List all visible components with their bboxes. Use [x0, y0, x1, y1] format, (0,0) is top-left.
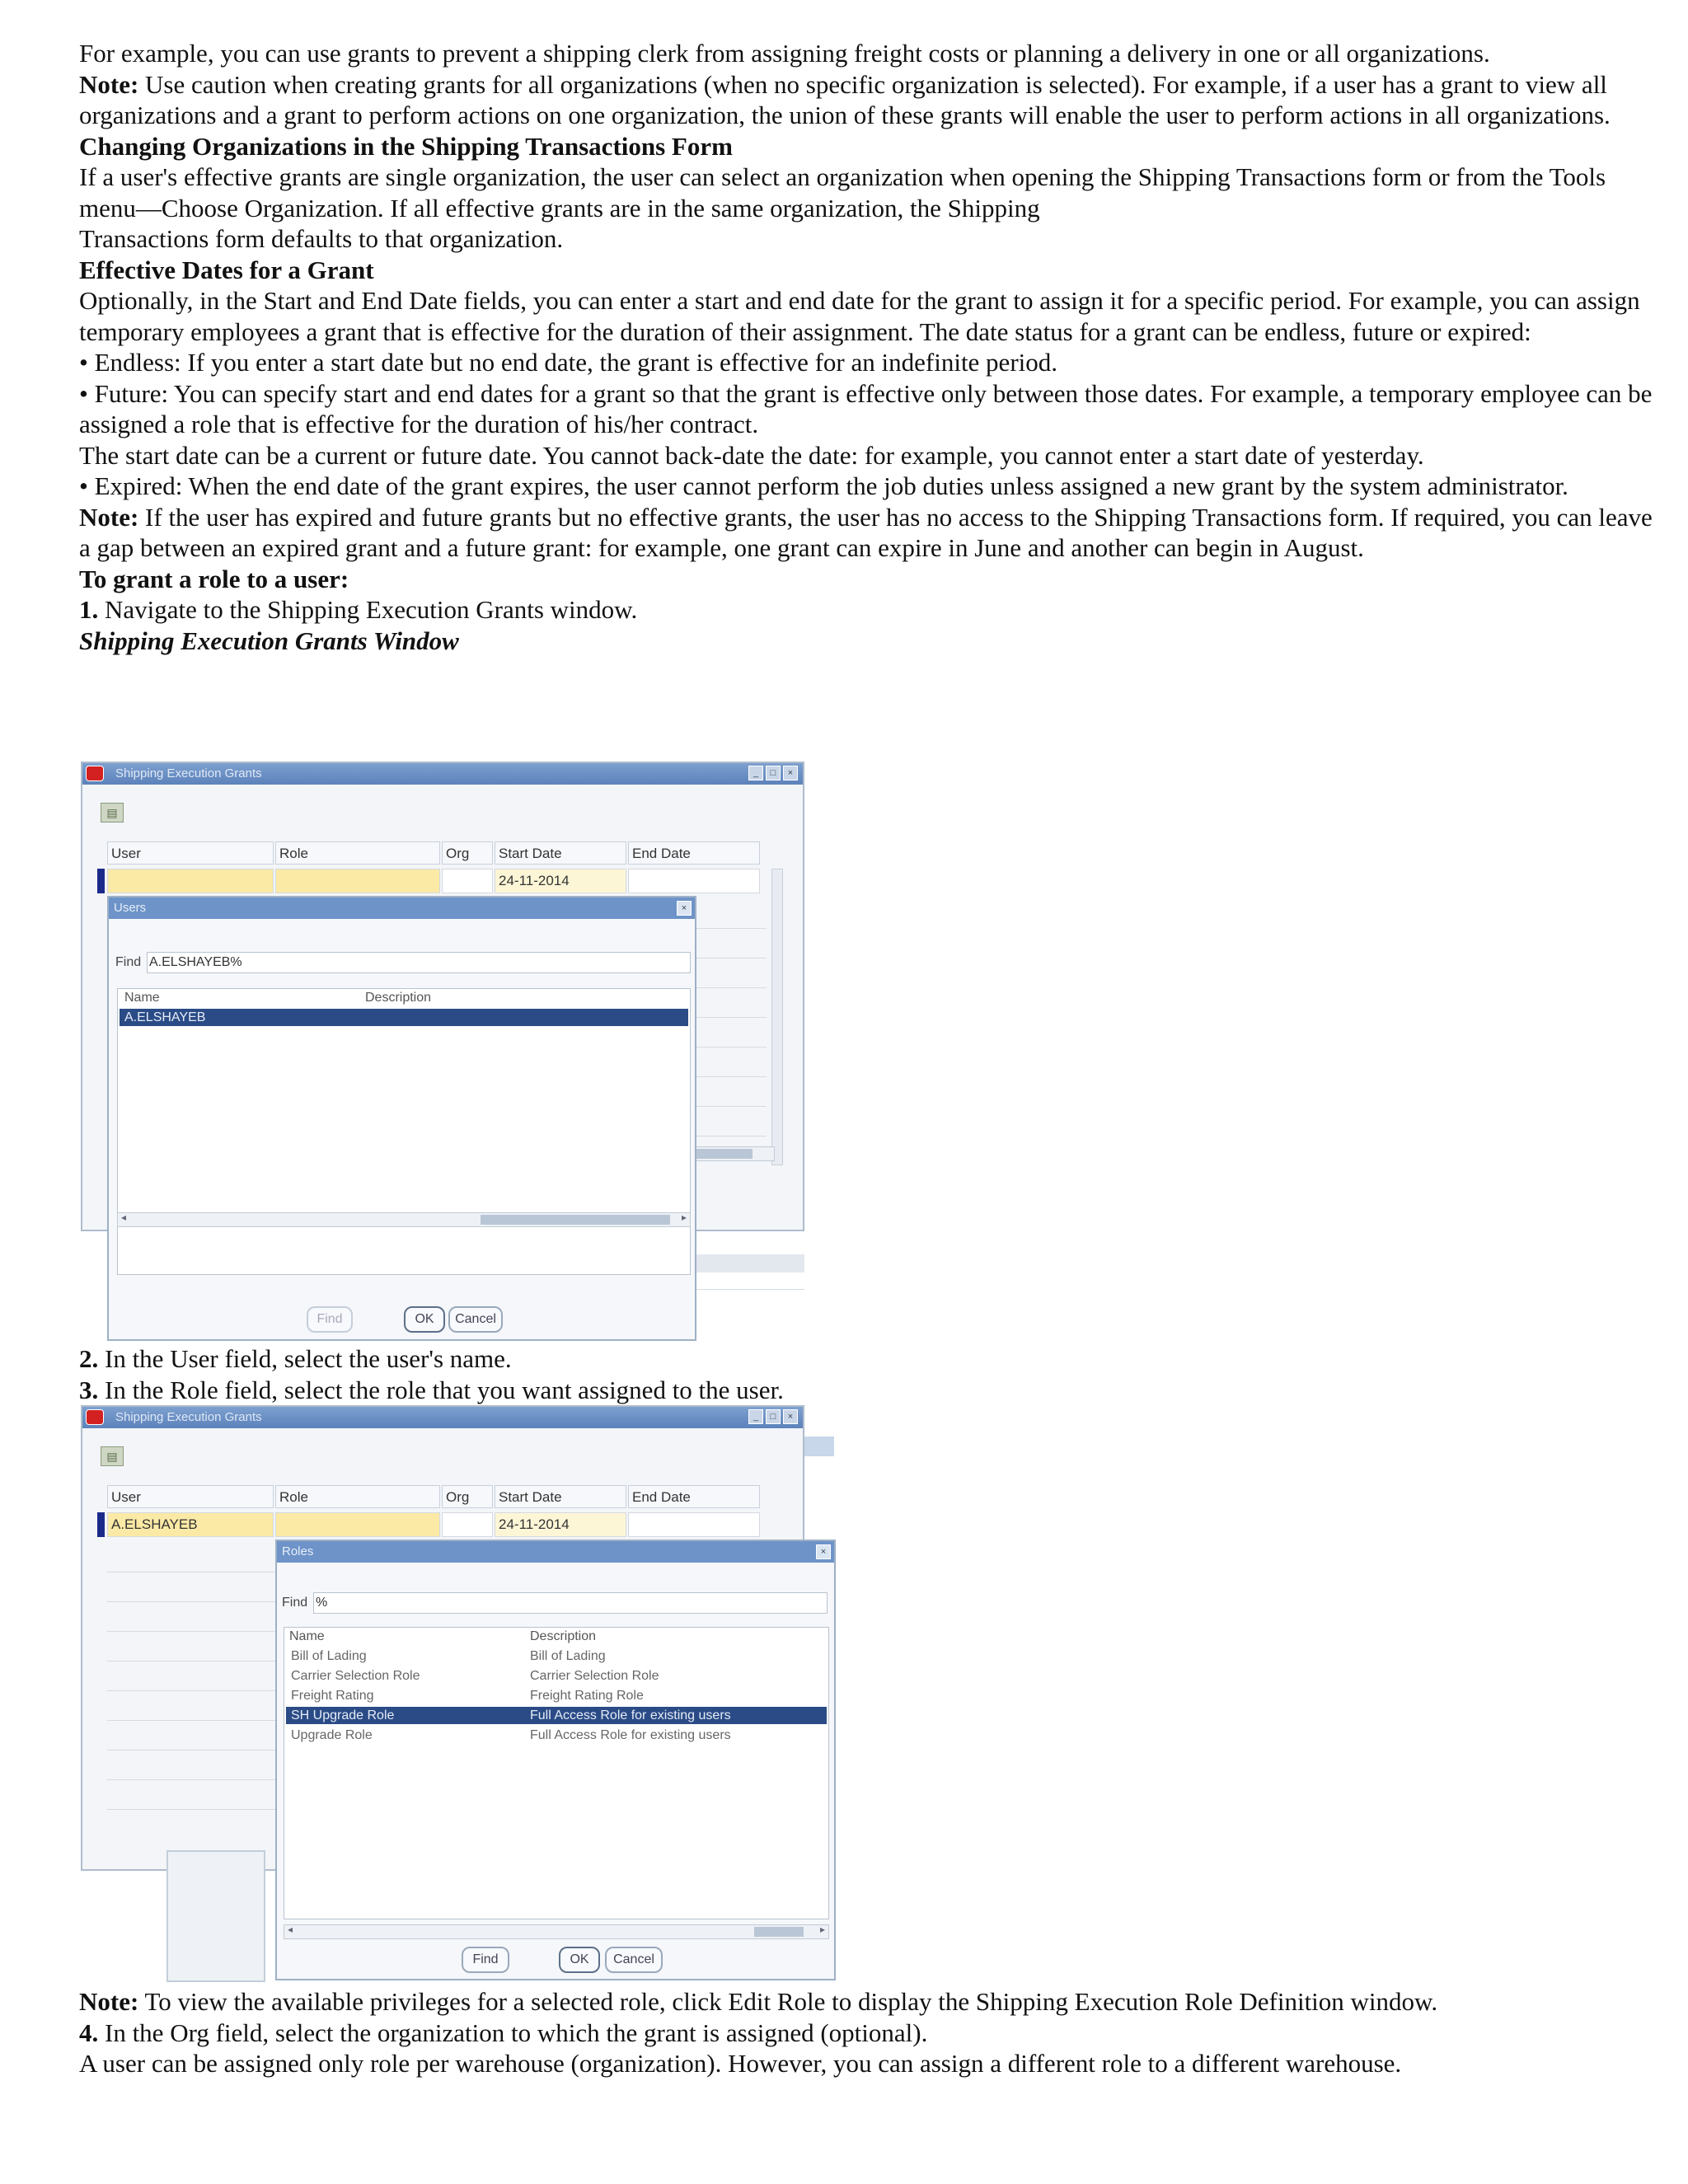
step-3: 3. In the Role field, select the role that you want assigned to the user. — [79, 1375, 784, 1404]
list-scroll-thumb[interactable] — [754, 1927, 804, 1937]
cancel-button[interactable]: Cancel — [605, 1947, 663, 1973]
heading-grant-role: To grant a role to a user: — [79, 564, 349, 593]
org-field[interactable] — [442, 1512, 493, 1537]
dialog-title: Users — [114, 901, 147, 915]
maximize-icon[interactable]: □ — [766, 1409, 781, 1424]
find-button[interactable]: Find — [307, 1306, 353, 1333]
step-1: 1. Navigate to the Shipping Execution Grants window. — [79, 595, 638, 624]
users-dialog — [107, 896, 696, 1341]
minimize-icon[interactable]: _ — [748, 1409, 763, 1424]
heading-changing-organizations: Changing Organizations in the Shipping Transactions Form — [79, 131, 733, 161]
find-label: Find — [282, 1596, 308, 1610]
list-item-selected[interactable] — [286, 1707, 827, 1724]
oracle-icon — [86, 766, 104, 781]
paragraph-note-expired: Note: If the user has expired and future grants but no effective grants, the user has no access to the Shipping Transactions form. If required, you can leave a gap between an expired grant and a future grant: for example, one grant can expire in June and another can begin in August. — [79, 502, 1653, 562]
background-window — [166, 1850, 265, 1982]
grid-hscrollbar[interactable] — [692, 1146, 775, 1161]
end-date-field[interactable] — [628, 1512, 760, 1537]
paragraph-transactions-default: Transactions form defaults to that organization. — [79, 224, 564, 253]
user-field[interactable]: A.ELSHAYEB — [107, 1512, 274, 1537]
column-start-date: Start Date — [495, 1485, 626, 1508]
paragraph-start-end-dates: Optionally, in the Start and End Date fields, you can enter a start and end date for the grant to assign it for a specific period. For example, you can assign temporary employees a grant that is effective for the duration of their assignment. The date status for a grant can be endless, future or expired: — [79, 286, 1640, 346]
list-header-description: Description — [365, 991, 432, 1005]
start-date-field[interactable]: 24-11-2014 — [495, 869, 626, 893]
list-item-name: SH Upgrade Role — [291, 1708, 395, 1722]
list-item-description: Full Access Role for existing users — [530, 1728, 731, 1742]
column-role: Role — [275, 1485, 440, 1508]
window-titlebar — [82, 1407, 803, 1428]
ok-button[interactable]: OK — [559, 1947, 600, 1973]
bullet-future: • Future: You can specify start and end dates for a grant so that the grant is effective only between those dates. For example, a temporary employee can be assigned a role that is effective for the duration of his/her contract. — [79, 378, 1653, 438]
paragraph-note-edit-role: Note: To view the available privileges for a selected role, click Edit Role to display the Shipping Execution Role Definition window. — [79, 1987, 1438, 2016]
window-title: Shipping Execution Grants — [115, 766, 262, 780]
ok-button[interactable]: OK — [404, 1306, 445, 1333]
list-item-description: Full Access Role for existing users — [530, 1708, 731, 1722]
minimize-icon[interactable]: _ — [748, 766, 763, 780]
column-org: Org — [442, 1485, 493, 1508]
paragraph-note-caution: Note: Use caution when creating grants for all organizations (when no specific organization is selected). For example, if a user has a grant to view all organizations and a grant to perform actions on one organization, the union of these grants will enable the user to perform actions in all organizations. — [79, 69, 1611, 129]
column-start-date: Start Date — [495, 841, 626, 865]
list-item-name: Upgrade Role — [291, 1728, 373, 1742]
dialog-titlebar — [277, 1541, 834, 1563]
bullet-endless: • Endless: If you enter a start date but no end date, the grant is effective for an indefinite period. — [79, 348, 1058, 377]
paragraph-example: For example, you can use grants to prevent a shipping clerk from assigning freight costs or planning a delivery in one or all organizations. — [79, 39, 1490, 68]
folder-icon[interactable]: ▤ — [101, 1446, 124, 1466]
list-scroll-thumb[interactable] — [481, 1215, 670, 1225]
current-record-marker — [97, 869, 105, 893]
list-item-description: Carrier Selection Role — [530, 1669, 659, 1683]
users-list[interactable] — [117, 988, 691, 1275]
close-icon[interactable]: × — [783, 766, 798, 780]
column-user: User — [107, 841, 274, 865]
screenshot-roles-lov — [81, 1405, 836, 1980]
document-body-steps — [79, 1343, 1662, 1405]
list-item[interactable] — [286, 1687, 827, 1704]
column-role: Role — [275, 841, 440, 865]
list-item[interactable] — [286, 1667, 827, 1685]
heading-effective-dates: Effective Dates for a Grant — [79, 255, 374, 284]
dialog-close-icon[interactable]: × — [816, 1544, 831, 1559]
cancel-button[interactable]: Cancel — [448, 1306, 503, 1333]
figure-caption: Shipping Execution Grants Window — [79, 626, 459, 655]
column-org: Org — [442, 841, 493, 865]
list-hscrollbar[interactable]: ◂ ▸ — [284, 1924, 829, 1939]
list-header-name: Name — [124, 991, 160, 1005]
list-hscrollbar[interactable]: ◂ ▸ — [117, 1212, 691, 1227]
oracle-icon — [86, 1409, 104, 1425]
find-button[interactable]: Find — [462, 1947, 509, 1973]
list-item-name: Freight Rating — [291, 1689, 374, 1703]
window-title: Shipping Execution Grants — [115, 1410, 262, 1424]
list-item-description: Bill of Lading — [530, 1649, 606, 1663]
role-field[interactable] — [275, 1512, 440, 1537]
list-item[interactable] — [286, 1727, 827, 1744]
current-record-marker — [97, 1512, 105, 1537]
start-date-field[interactable]: 24-11-2014 — [495, 1512, 626, 1537]
list-item-name: Bill of Lading — [291, 1649, 367, 1663]
column-user: User — [107, 1485, 274, 1508]
role-field[interactable] — [275, 869, 440, 893]
paragraph-one-role-per-warehouse: A user can be assigned only role per warehouse (organization). However, you can assign a different role to a different warehouse. — [79, 2049, 1402, 2078]
list-item-name: Carrier Selection Role — [291, 1669, 420, 1683]
list-item[interactable] — [286, 1647, 827, 1665]
list-item-name: A.ELSHAYEB — [124, 1010, 206, 1024]
roles-dialog — [275, 1540, 836, 1980]
maximize-icon[interactable]: □ — [766, 766, 781, 780]
step-4: 4. In the Org field, select the organization to which the grant is assigned (optional). — [79, 2018, 928, 2047]
bullet-expired: • Expired: When the end date of the grant expires, the user cannot perform the job duties unless assigned a new grant by the system administrator. — [79, 471, 1568, 500]
paragraph-start-date: The start date can be a current or future date. You cannot back-date the date: for example, you cannot enter a start date of yesterday. — [79, 440, 1424, 470]
list-header-name: Name — [289, 1629, 325, 1643]
org-field[interactable] — [442, 869, 493, 893]
step-2: 2. In the User field, select the user's name. — [79, 1344, 512, 1373]
document-body — [79, 38, 1662, 656]
roles-list[interactable] — [284, 1627, 829, 1919]
column-end-date: End Date — [628, 1485, 760, 1508]
document-body-end — [79, 1986, 1662, 2079]
user-field[interactable] — [107, 869, 274, 893]
close-icon[interactable]: × — [783, 1409, 798, 1424]
list-header-description: Description — [530, 1629, 597, 1643]
screenshot-users-lov — [81, 762, 806, 1343]
find-input[interactable]: % — [313, 1592, 828, 1614]
list-item-description: Freight Rating Role — [530, 1689, 644, 1703]
column-end-date: End Date — [628, 841, 760, 865]
find-label: Find — [115, 955, 142, 969]
find-input[interactable]: A.ELSHAYEB% — [147, 952, 691, 973]
dialog-title: Roles — [282, 1544, 314, 1558]
grid-scrollbar[interactable] — [771, 869, 783, 1165]
folder-icon[interactable]: ▤ — [101, 803, 124, 823]
window-titlebar — [82, 763, 803, 785]
dialog-close-icon[interactable]: × — [677, 901, 692, 916]
end-date-field[interactable] — [628, 869, 760, 893]
paragraph-effective-grants: If a user's effective grants are single organization, the user can select an organization when opening the Shipping Transactions form or from the Tools menu—Choose Organization. If all effective grants are in the same organization, the Shipping — [79, 162, 1606, 223]
dialog-titlebar — [109, 898, 695, 919]
list-item[interactable] — [120, 1009, 688, 1026]
